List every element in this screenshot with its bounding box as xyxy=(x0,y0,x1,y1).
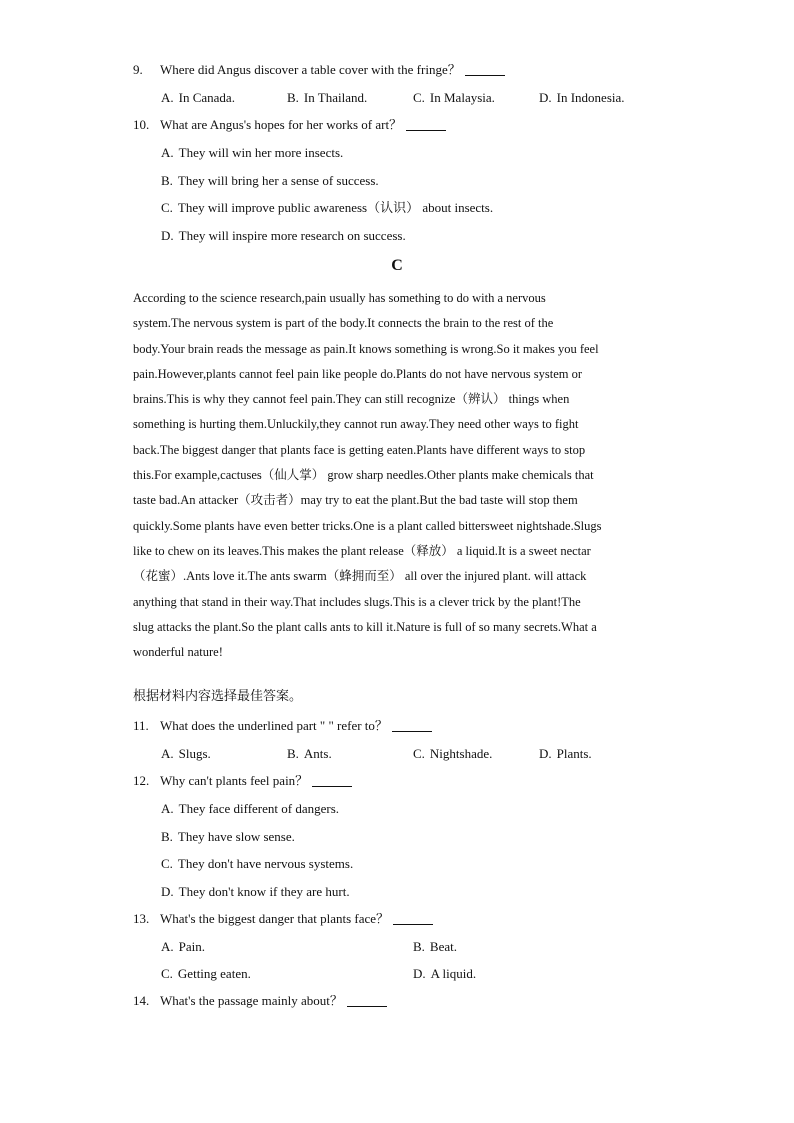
option-letter: C. xyxy=(161,200,173,215)
option-c[interactable] xyxy=(161,856,353,872)
question-number: 14. xyxy=(133,993,150,1008)
option-letter: D. xyxy=(539,90,552,105)
option-text: Slugs. xyxy=(178,746,211,761)
option-a[interactable] xyxy=(161,939,205,955)
option-text: Nightshade. xyxy=(429,746,493,761)
question-text: What are Angus's hopes for her works of art？ xyxy=(160,117,403,132)
option-a[interactable] xyxy=(161,746,211,762)
option-letter: D. xyxy=(161,228,174,243)
option-text: In Malaysia. xyxy=(429,90,495,105)
option-letter: D. xyxy=(413,966,426,981)
passage-line: pain.However,plants cannot feel pain like people do.Plants do not have nervous system or xyxy=(133,366,583,381)
option-letter: B. xyxy=(413,939,425,954)
passage-line: wonderful nature! xyxy=(133,645,223,660)
option-a[interactable] xyxy=(161,145,343,161)
answer-blank[interactable] xyxy=(406,117,446,131)
option-text: They will bring her a sense of success. xyxy=(177,173,379,188)
section-heading: C xyxy=(391,257,403,274)
option-d[interactable] xyxy=(161,228,406,244)
option-letter: C. xyxy=(161,856,173,871)
passage-line: this.For example,cactuses（仙人掌） grow sharp needles.Other plants make chemicals that xyxy=(133,468,594,483)
question-text: Where did Angus discover a table cover with the fringe？ xyxy=(160,62,461,77)
option-text: Ants. xyxy=(303,746,332,761)
passage-line: body.Your brain reads the message as pain.It knows something is wrong.So it makes you feel xyxy=(133,341,599,356)
option-text: Getting eaten. xyxy=(177,966,251,981)
option-c[interactable] xyxy=(161,966,251,982)
question-12 xyxy=(133,773,352,789)
answer-blank[interactable] xyxy=(392,718,432,732)
option-b[interactable] xyxy=(413,939,457,955)
option-a[interactable] xyxy=(161,801,339,817)
option-text: Beat. xyxy=(429,939,457,954)
option-letter: B. xyxy=(161,173,173,188)
question-number: 10. xyxy=(133,117,150,132)
option-b[interactable] xyxy=(287,746,332,762)
option-d[interactable] xyxy=(539,90,625,106)
option-text: They don't have nervous systems. xyxy=(177,856,354,871)
option-b[interactable] xyxy=(287,90,367,106)
option-letter: D. xyxy=(539,746,552,761)
option-b[interactable] xyxy=(161,173,379,189)
passage-line: According to the science research,pain usually has something to do with a nervous xyxy=(133,291,546,305)
option-text: They will improve public awareness（认识） about insects. xyxy=(177,200,494,215)
option-text: They have slow sense. xyxy=(177,829,295,844)
option-letter: A. xyxy=(161,90,174,105)
question-10 xyxy=(133,117,446,133)
option-c[interactable] xyxy=(161,200,493,216)
question-number: 12. xyxy=(133,773,150,788)
question-number: 13. xyxy=(133,911,150,926)
question-13 xyxy=(133,911,433,927)
option-letter: C. xyxy=(413,90,425,105)
question-text: What's the passage mainly about？ xyxy=(160,993,343,1008)
passage-line: （花蜜）.Ants love it.The ants swarm（蜂拥而至） all over the injured plant. will attack xyxy=(133,569,587,584)
option-letter: B. xyxy=(161,829,173,844)
option-letter: A. xyxy=(161,145,174,160)
answer-blank[interactable] xyxy=(393,911,433,925)
question-number: 11. xyxy=(133,718,149,733)
option-text: In Canada. xyxy=(178,90,235,105)
passage-line: something is hurting them.Unluckily,they cannot run away.They need other ways to fight xyxy=(133,417,579,432)
passage-line: system.The nervous system is part of the body.It connects the brain to the rest of the xyxy=(133,316,554,331)
passage-line: like to chew on its leaves.This makes the plant release（释放） a liquid.It is a sweet nectar xyxy=(133,543,591,558)
option-c[interactable] xyxy=(413,746,492,762)
option-text: They will win her more insects. xyxy=(178,145,344,160)
instruction-text: 根据材料内容选择最佳答案。 xyxy=(133,689,303,704)
option-text: They don't know if they are hurt. xyxy=(178,884,350,899)
passage-line: brains.This is why they cannot feel pain.They can still recognize（辨认） things when xyxy=(133,392,570,407)
passage-line: anything that stand in their way.That includes slugs.This is a clever trick by the plant!The xyxy=(133,594,581,609)
question-number: 9. xyxy=(133,62,143,77)
option-b[interactable] xyxy=(161,829,295,845)
question-text: What's the biggest danger that plants face？ xyxy=(160,911,390,926)
question-9 xyxy=(133,62,505,78)
option-letter: A. xyxy=(161,801,174,816)
option-d[interactable] xyxy=(161,884,350,900)
option-letter: C. xyxy=(413,746,425,761)
option-letter: D. xyxy=(161,884,174,899)
option-letter: A. xyxy=(161,746,174,761)
reading-passage xyxy=(133,286,663,665)
option-letter: C. xyxy=(161,966,173,981)
option-d[interactable] xyxy=(539,746,592,762)
option-text: In Thailand. xyxy=(303,90,368,105)
option-text: A liquid. xyxy=(430,966,477,981)
option-letter: A. xyxy=(161,939,174,954)
option-c[interactable] xyxy=(413,90,495,106)
option-d[interactable] xyxy=(413,966,476,982)
question-text: Why can't plants feel pain？ xyxy=(160,773,309,788)
passage-line: quickly.Some plants have even better tricks.One is a plant called bittersweet nightshade.Slugs xyxy=(133,518,602,533)
question-14 xyxy=(133,993,387,1009)
option-letter: B. xyxy=(287,90,299,105)
answer-blank[interactable] xyxy=(347,993,387,1007)
passage-line: slug attacks the plant.So the plant calls ants to kill it.Nature is full of so many secrets.What a xyxy=(133,619,597,634)
option-text: They will inspire more research on success. xyxy=(178,228,406,243)
passage-line: back.The biggest danger that plants face is getting eaten.Plants have different ways to stop xyxy=(133,442,586,457)
answer-blank[interactable] xyxy=(312,773,352,787)
option-a[interactable] xyxy=(161,90,235,106)
question-11 xyxy=(133,718,432,734)
option-text: In Indonesia. xyxy=(556,90,625,105)
passage-line: taste bad.An attacker（攻击者）may try to eat the plant.But the bad taste will stop them xyxy=(133,493,578,508)
option-text: They face different of dangers. xyxy=(178,801,340,816)
option-letter: B. xyxy=(287,746,299,761)
question-text: What does the underlined part " " refer to？ xyxy=(160,718,388,733)
answer-blank[interactable] xyxy=(465,62,505,76)
option-text: Pain. xyxy=(178,939,206,954)
option-text: Plants. xyxy=(556,746,592,761)
